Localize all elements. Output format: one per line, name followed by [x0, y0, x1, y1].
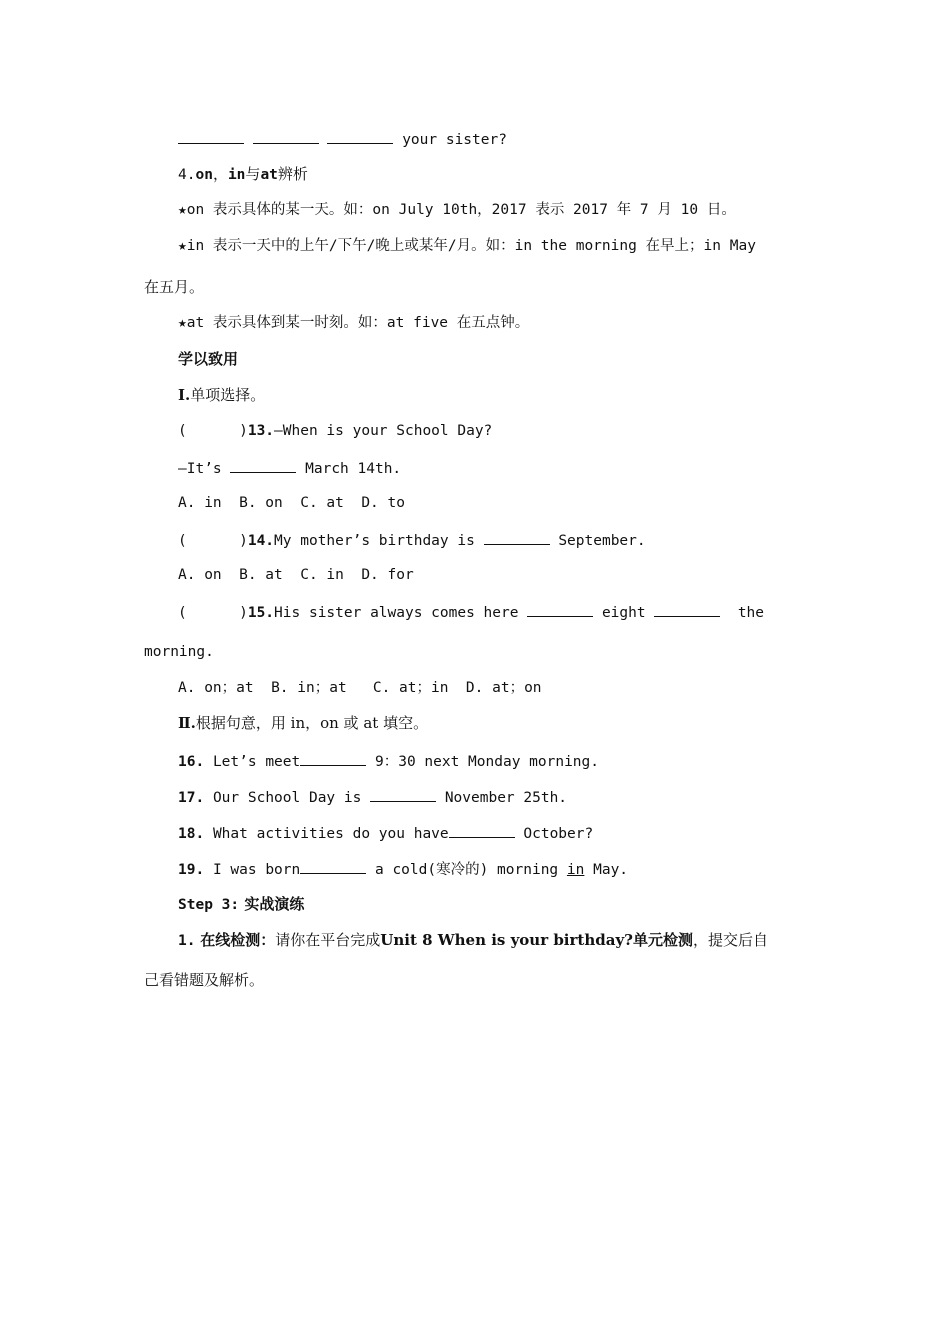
- answer-blank[interactable]: [230, 457, 296, 473]
- question-15-options: A. on；at B. in；at C. at；in D. at；on: [178, 680, 542, 696]
- sentence-text: your sister?: [402, 132, 507, 148]
- rule-in: ★in 表示一天中的上午/下午/晚上或某年/月。如：in the morning 在早上；in May: [178, 238, 756, 254]
- answer-blank[interactable]: [327, 128, 393, 144]
- step3-item: 1. 在线检测：请你在平台完成Unit 8 When is your birthday?单元检测，提交后自: [178, 931, 768, 949]
- question-14: ( )14.My mother’s birthday is September.: [178, 529, 646, 551]
- star-icon: ★: [178, 202, 187, 218]
- question-13-options: A. in B. on C. at D. to: [178, 495, 405, 511]
- answer-blank[interactable]: [178, 128, 244, 144]
- answer-blank[interactable]: [300, 858, 366, 874]
- answer-paren[interactable]: ( ): [178, 605, 248, 621]
- question-17: 17. Our School Day is November 25th.: [178, 786, 567, 808]
- rule-heading: 4.on，in与at辨析: [178, 165, 308, 183]
- answer-paren[interactable]: ( ): [178, 533, 248, 549]
- question-15-continuation: morning.: [144, 644, 214, 660]
- fill-blank-line: [178, 128, 507, 150]
- answer-blank[interactable]: [253, 128, 319, 144]
- answer-blank[interactable]: [484, 529, 550, 545]
- question-18: 18. What activities do you have October?: [178, 822, 593, 844]
- answer-blank[interactable]: [654, 601, 720, 617]
- answer-blank[interactable]: [527, 601, 593, 617]
- question-19: 19. I was born a cold(寒冷的) morning in May.: [178, 858, 628, 880]
- question-14-options: A. on B. at C. in D. for: [178, 567, 414, 583]
- rule-in-continuation: 在五月。: [144, 278, 205, 296]
- question-16: 16. Let’s meet 9：30 next Monday morning.: [178, 750, 599, 772]
- rule-on: ★on 表示具体的某一天。如：on July 10th，2017 表示 2017 年 7 月 10 日。: [178, 202, 736, 218]
- rule-at: ★at 表示具体到某一时刻。如：at five 在五点钟。: [178, 315, 530, 331]
- part2-title: Ⅱ.根据句意，用 in，on 或 at 填空。: [178, 714, 429, 732]
- section-title: 学以致用: [178, 350, 239, 368]
- question-13-line2: —It’s March 14th.: [178, 457, 401, 479]
- part1-title: Ⅰ.单项选择。: [178, 386, 266, 404]
- step3-item-continuation: 己看错题及解析。: [144, 971, 265, 989]
- star-icon: ★: [178, 315, 187, 331]
- answer-blank[interactable]: [370, 786, 436, 802]
- answer-blank[interactable]: [300, 750, 366, 766]
- step3-heading: Step 3: 实战演练: [178, 895, 305, 913]
- answer-blank[interactable]: [449, 822, 515, 838]
- question-13: ( )13.—When is your School Day?: [178, 423, 493, 439]
- answer-paren[interactable]: ( ): [178, 423, 248, 439]
- question-15: ( )15.His sister always comes here eight the: [178, 601, 764, 623]
- star-icon: ★: [178, 238, 187, 254]
